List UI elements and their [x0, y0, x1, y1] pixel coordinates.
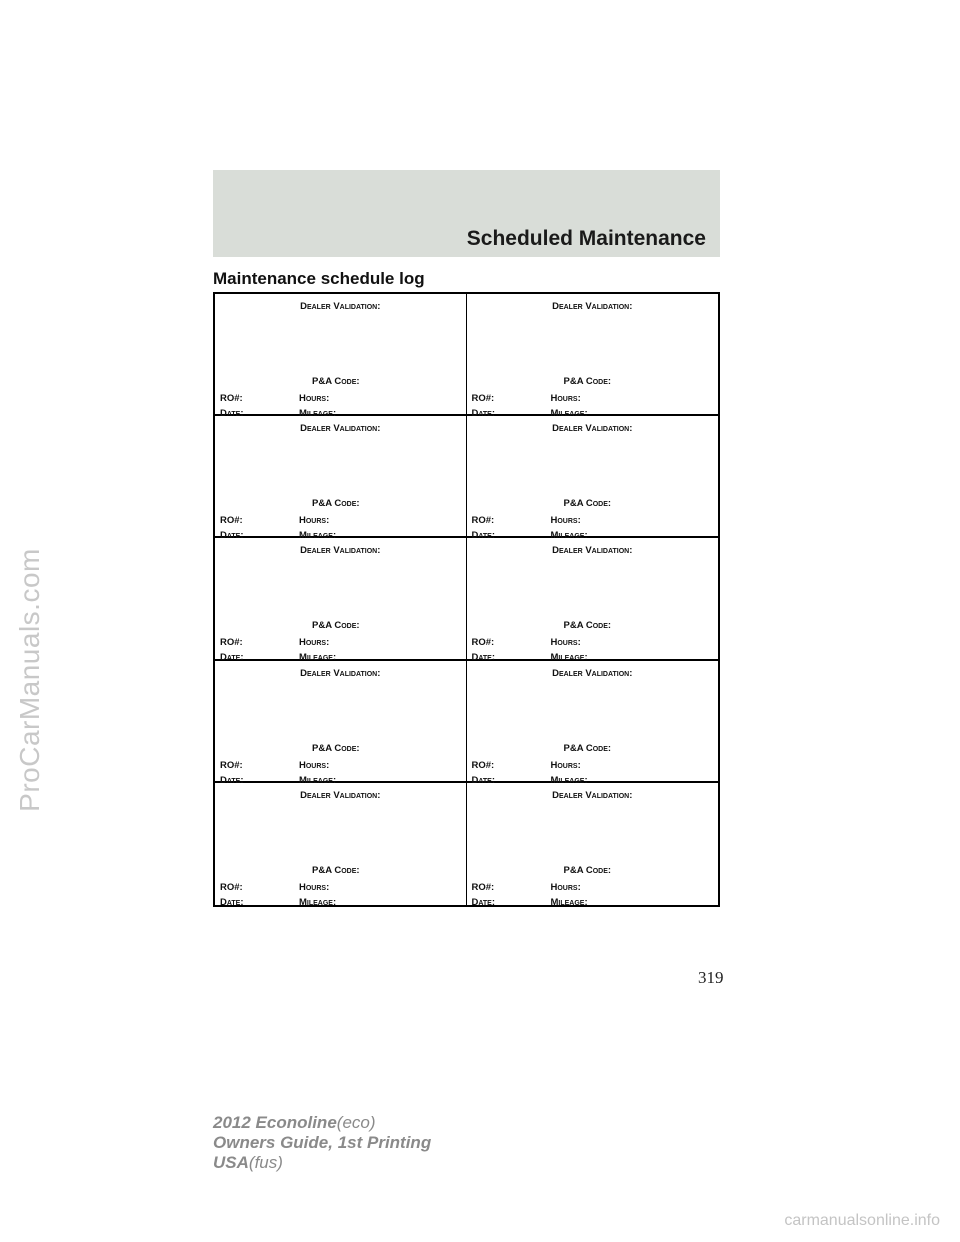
pa-code-word: Code:	[334, 620, 360, 632]
dealer-validation-label: Dealer Validation:	[552, 667, 633, 679]
hours-label: Hours:	[550, 515, 581, 527]
pa-code-label	[312, 620, 360, 631]
watermark-procarmanuals	[10, 180, 50, 1180]
date-label: Date:	[220, 408, 244, 419]
pa-code-prefix: P&A	[563, 376, 586, 387]
pa-code-word: Code:	[334, 376, 360, 387]
dealer-validation-label: Dealer Validation:	[552, 301, 633, 312]
dealer-validation-label: Dealer Validation:	[552, 545, 633, 557]
ro-label: RO#:	[220, 637, 243, 649]
hours-label: Hours:	[550, 393, 581, 404]
pa-code-prefix: P&A	[563, 742, 586, 754]
log-entry-cell	[215, 416, 467, 542]
mileage-label: Mileage:	[299, 652, 337, 664]
watermark-left-text: ProCarManuals.com	[14, 548, 46, 812]
date-label: Date:	[471, 652, 496, 664]
pa-code-label	[312, 743, 360, 754]
hours-label: Hours:	[299, 515, 330, 527]
dealer-validation-label: Dealer Validation:	[300, 789, 381, 801]
pa-code-word: Code:	[585, 864, 612, 876]
log-entry-cell	[467, 294, 719, 419]
ro-label: RO#:	[471, 637, 495, 649]
pa-code-word: Code:	[585, 376, 612, 387]
pa-code-word: Code:	[585, 498, 612, 510]
pa-code-word: Code:	[585, 620, 612, 632]
section-title: Scheduled Maintenance	[466, 227, 706, 250]
pa-code-prefix: P&A	[312, 620, 335, 632]
hours-label: Hours:	[299, 637, 330, 649]
pa-code-prefix: P&A	[563, 864, 586, 876]
footer-market: USA	[213, 1153, 249, 1172]
pa-code-prefix: P&A	[563, 498, 586, 510]
log-entry-cell	[467, 416, 719, 542]
dealer-validation-label: Dealer Validation:	[300, 545, 381, 557]
mileage-label: Mileage:	[550, 774, 588, 786]
page-number: 319	[698, 968, 724, 987]
ro-label: RO#:	[220, 393, 243, 404]
mileage-label: Mileage:	[299, 774, 337, 786]
mileage-label: Mileage:	[299, 408, 337, 419]
pa-code-label	[564, 743, 612, 754]
footer-line-2: Owners Guide, 1st Printing	[213, 1133, 432, 1152]
log-title: Maintenance schedule log	[213, 269, 425, 288]
pa-code-word: Code:	[585, 742, 612, 754]
date-label: Date:	[220, 652, 244, 664]
date-label: Date:	[471, 896, 496, 908]
date-label: Date:	[471, 774, 496, 786]
ro-label: RO#:	[220, 759, 243, 771]
date-label: Date:	[471, 530, 496, 542]
pa-code-word: Code:	[334, 742, 360, 754]
pa-code-label	[564, 620, 612, 631]
maintenance-log-table	[213, 292, 720, 907]
log-entry-cell	[467, 783, 719, 908]
pa-code-prefix: P&A	[312, 864, 335, 876]
footer-market-code: (fus)	[248, 1153, 283, 1172]
hours-label: Hours:	[550, 881, 581, 893]
pa-code-word: Code:	[334, 864, 360, 876]
footer-line-1	[213, 1113, 431, 1133]
ro-label: RO#:	[220, 515, 243, 527]
log-entry-cell	[467, 538, 719, 664]
mileage-label: Mileage:	[550, 408, 588, 419]
date-label: Date:	[220, 530, 244, 542]
log-entry-cell	[215, 661, 467, 786]
dealer-validation-label: Dealer Validation:	[300, 301, 381, 312]
hours-label: Hours:	[299, 759, 330, 771]
pa-code-prefix: P&A	[312, 498, 335, 510]
mileage-label: Mileage:	[550, 896, 588, 908]
mileage-label: Mileage:	[550, 530, 588, 542]
footer-model-code: (eco)	[336, 1113, 376, 1132]
log-entry-cell	[215, 783, 467, 908]
ro-label: RO#:	[471, 759, 495, 771]
pa-code-prefix: P&A	[312, 376, 335, 387]
ro-label: RO#:	[471, 393, 495, 404]
mileage-label: Mileage:	[299, 896, 337, 908]
mileage-label: Mileage:	[550, 652, 588, 664]
pa-code-label	[312, 865, 360, 876]
dealer-validation-label: Dealer Validation:	[552, 789, 633, 801]
mileage-label: Mileage:	[299, 530, 337, 542]
dealer-validation-label: Dealer Validation:	[552, 423, 633, 435]
hours-label: Hours:	[299, 881, 330, 893]
date-label: Date:	[220, 774, 244, 786]
ro-label: RO#:	[220, 881, 243, 893]
pa-code-label	[312, 376, 360, 387]
ro-label: RO#:	[471, 515, 495, 527]
footer-model: 2012 Econoline	[213, 1113, 337, 1132]
ro-label: RO#:	[471, 881, 495, 893]
watermark-carmanualsonline: carmanualsonline.info	[784, 1212, 940, 1229]
dealer-validation-label: Dealer Validation:	[300, 423, 381, 435]
footer-edition-info	[213, 1113, 431, 1173]
log-entry-cell	[215, 294, 467, 419]
pa-code-label	[564, 376, 612, 387]
date-label: Date:	[471, 408, 496, 419]
pa-code-prefix: P&A	[563, 620, 586, 632]
hours-label: Hours:	[550, 759, 581, 771]
pa-code-label	[564, 865, 612, 876]
pa-code-label	[564, 498, 612, 509]
log-entry-cell	[467, 661, 719, 786]
hours-label: Hours:	[550, 637, 581, 649]
hours-label: Hours:	[299, 393, 330, 404]
pa-code-prefix: P&A	[312, 742, 335, 754]
pa-code-label	[312, 498, 360, 509]
section-header-band	[213, 170, 720, 257]
date-label: Date:	[220, 896, 244, 908]
log-entry-cell	[215, 538, 467, 664]
pa-code-word: Code:	[334, 498, 360, 510]
dealer-validation-label: Dealer Validation:	[300, 667, 381, 679]
footer-line-3	[213, 1153, 431, 1173]
